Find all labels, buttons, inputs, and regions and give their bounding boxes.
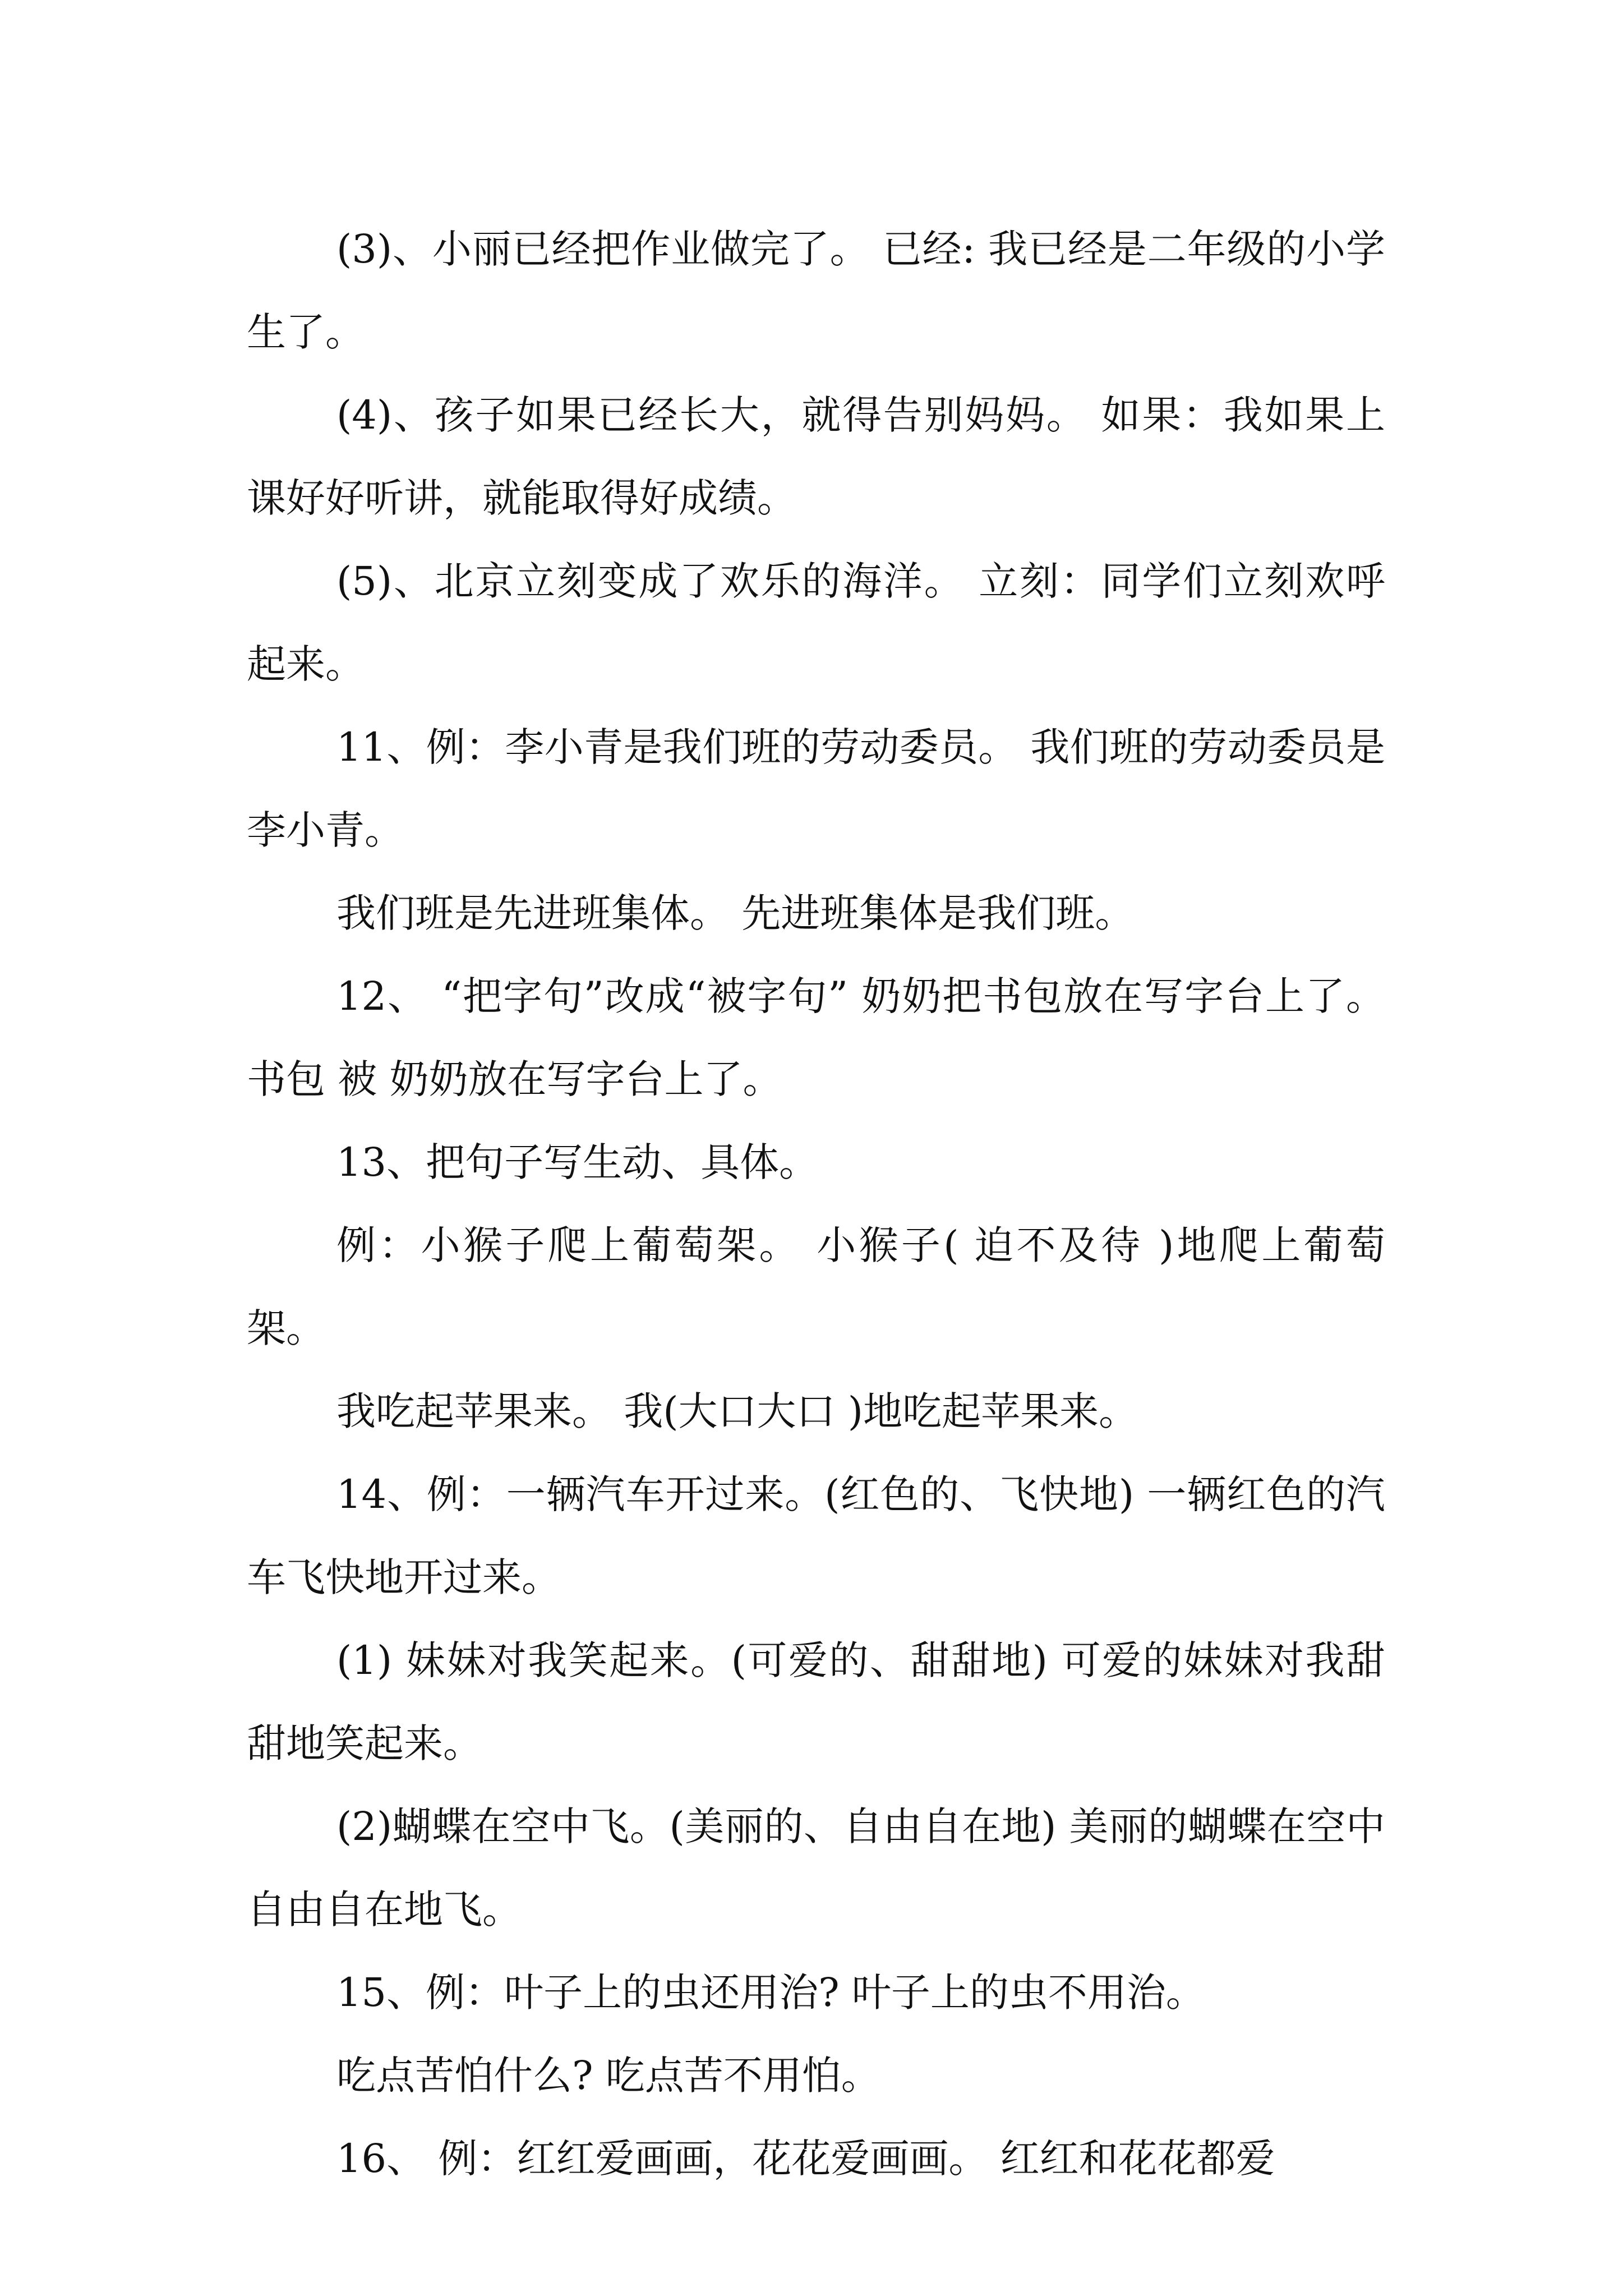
paragraph: 14、例：一辆汽车开过来。(红色的、飞快地) 一辆红色的汽车飞快地开过来。 [247, 1471, 1385, 1600]
paragraph: 例：小猴子爬上葡萄架。 小猴子( 迫不及待 )地爬上葡萄架。 [247, 1222, 1385, 1351]
paragraph: (3)、小丽已经把作业做完了。 已经: 我已经是二年级的小学生了。 [247, 226, 1385, 355]
paragraph: (4)、孩子如果已经长大，就得告别妈妈。 如果：我如果上课好好听讲，就能取得好成绩。 [247, 392, 1385, 521]
paragraph: 我吃起苹果来。 我(大口大口 )地吃起苹果来。 [336, 1388, 1138, 1434]
paragraph: (2)蝴蝶在空中飞。(美丽的、自由自在地) 美丽的蝴蝶在空中自由自在地飞。 [247, 1803, 1385, 1932]
paragraph: 吃点苦怕什么? 吃点苦不用怕。 [336, 2053, 880, 2099]
paragraph: (1) 妹妹对我笑起来。(可爱的、甜甜地) 可爱的妹妹对我甜甜地笑起来。 [247, 1637, 1385, 1766]
document-body [247, 208, 1385, 2200]
paragraph: 15、例：叶子上的虫还用治? 叶子上的虫不用治。 [336, 1970, 1205, 2016]
paragraph: 11、例：李小青是我们班的劳动委员。 我们班的劳动委员是李小青。 [247, 724, 1385, 853]
paragraph: (5)、北京立刻变成了欢乐的海洋。 立刻：同学们立刻欢呼起来。 [247, 558, 1385, 687]
paragraph: 13、把句子写生动、具体。 [336, 1139, 819, 1185]
paragraph: 我们班是先进班集体。 先进班集体是我们班。 [336, 890, 1135, 936]
paragraph: 12、 “把字句”改成“被字句” 奶奶把书包放在写字台上了。 书包 被 奶奶放在写字台上了。 [247, 973, 1385, 1102]
paragraph: 16、 例：红红爱画画，花花爱画画。 红红和花花都爱 [336, 2136, 1275, 2182]
